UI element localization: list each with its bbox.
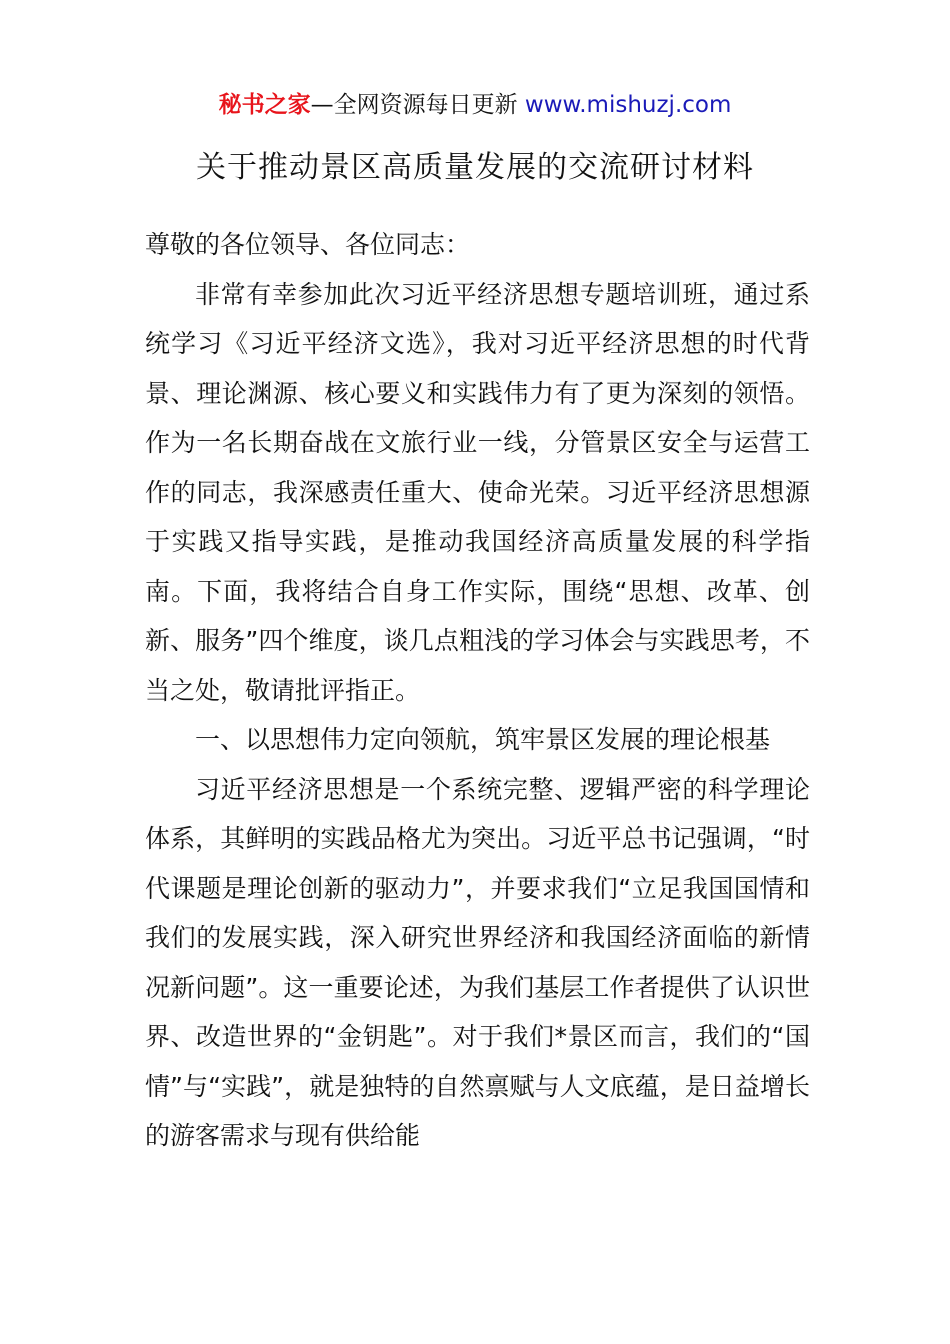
document-body bbox=[145, 220, 810, 1161]
section-paragraph-1: 习近平经济思想是一个系统完整、逻辑严密的科学理论体系，其鲜明的实践品格尤为突出。习近平总书记强调，“时代课题是理论创新的驱动力”，并要求我们“立足我国国情和我们的发展实践，深入研究世界经济和我国经济面临的新情况新问题”。这一重要论述，为我们基层工作者提供了认识世界、改造世界的“金钥匙”。对于我们*景区而言，我们的“国情”与“实践”，就是独特的自然禀赋与人文底蕴，是日益增长的游客需求与现有供给能 bbox=[145, 774, 810, 1150]
salutation: 尊敬的各位领导、各位同志： bbox=[145, 230, 471, 259]
brand-name: 秘书之家 bbox=[218, 92, 311, 118]
site-url-link[interactable]: www.mishuzj.com bbox=[524, 92, 732, 118]
section-heading-1: 一、以思想伟力定向领航，筑牢景区发展的理论根基 bbox=[195, 725, 771, 754]
intro-paragraph: 非常有幸参加此次习近平经济思想专题培训班，通过系统学习《习近平经济文选》，我对习近平经济思想的时代背景、理论渊源、核心要义和实践伟力有了更为深刻的领悟。作为一名长期奋战在文旅行业一线，分管景区安全与运营工作的同志，我深感责任重大、使命光荣。习近平经济思想源于实践又指导实践，是推动我国经济高质量发展的科学指南。下面，我将结合自身工作实际，围绕“思想、改革、创新、服务”四个维度，谈几点粗浅的学习体会与实践思考，不当之处，敬请批评指正。 bbox=[145, 279, 810, 705]
document-title: 关于推动景区高质量发展的交流研讨材料 bbox=[196, 150, 754, 185]
header-tagline: —全网资源每日更新 bbox=[310, 92, 525, 118]
site-header bbox=[0, 88, 950, 122]
